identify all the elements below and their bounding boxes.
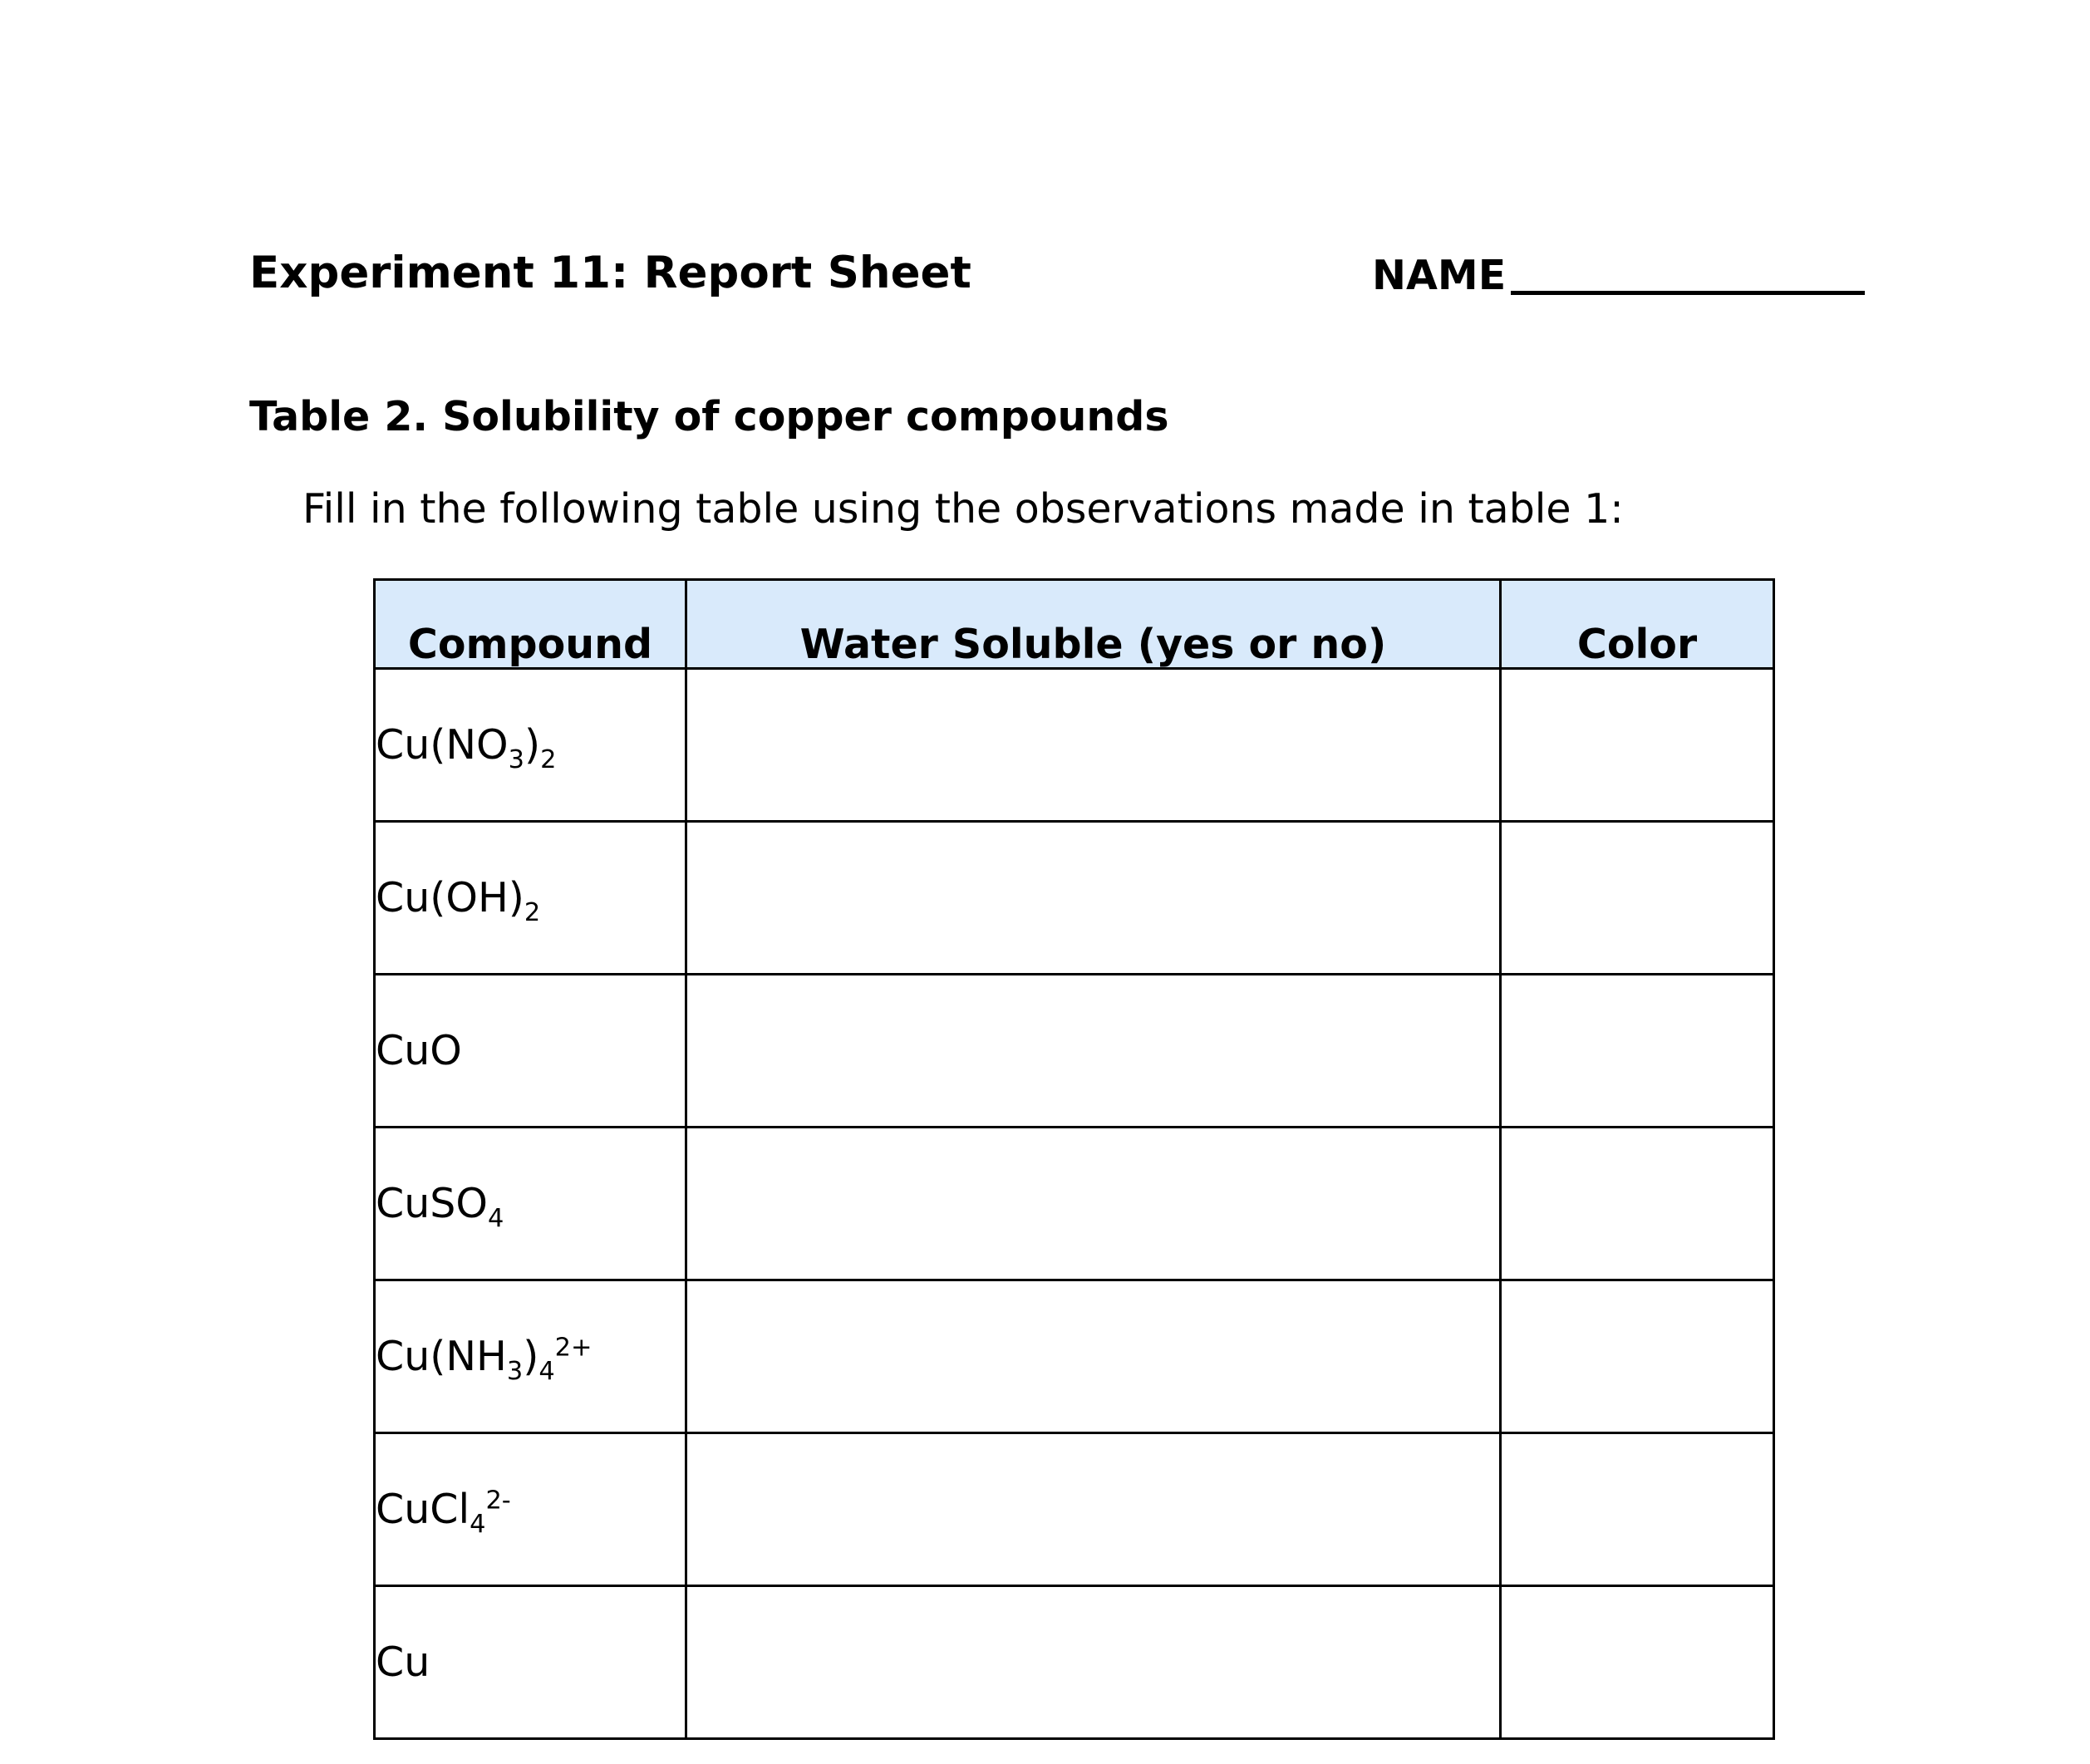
instructions: Fill in the following table using the observations made in table 1: — [302, 485, 1624, 533]
formula-superscript: 2+ — [554, 1333, 593, 1363]
name-field[interactable] — [1511, 291, 1865, 295]
compound-cell — [375, 1433, 686, 1586]
table-row — [375, 975, 1774, 1128]
formula-text: ) — [523, 1333, 539, 1380]
formula-subscript: 4 — [538, 1356, 555, 1386]
formula-subscript: 2 — [524, 897, 541, 927]
water-soluble-cell[interactable] — [686, 1280, 1501, 1433]
formula-text: CuSO — [376, 1180, 488, 1227]
color-cell[interactable] — [1501, 1280, 1774, 1433]
formula-subscript: 2 — [540, 744, 557, 774]
compound-cell — [375, 669, 686, 822]
table-header-row — [375, 580, 1774, 669]
formula-text: Cu — [376, 1639, 430, 1686]
compound-cell — [375, 1128, 686, 1280]
page-title: Experiment 11: Report Sheet — [249, 248, 971, 298]
table-row — [375, 1128, 1774, 1280]
formula-subscript: 3 — [508, 744, 524, 774]
formula-text: ) — [524, 721, 541, 769]
formula-text: CuCl — [376, 1486, 470, 1533]
water-soluble-cell[interactable] — [686, 1128, 1501, 1280]
formula-text: CuO — [376, 1027, 462, 1074]
water-soluble-cell[interactable] — [686, 1586, 1501, 1739]
color-cell[interactable] — [1501, 1433, 1774, 1586]
water-soluble-cell[interactable] — [686, 669, 1501, 822]
formula-superscript: 2- — [485, 1486, 511, 1516]
compound-cell — [375, 822, 686, 975]
table-row — [375, 1280, 1774, 1433]
formula-text: Cu(NH — [376, 1333, 507, 1380]
water-soluble-cell[interactable] — [686, 1433, 1501, 1586]
column-header-water-soluble: Water Soluble (yes or no) — [686, 580, 1501, 669]
table-title: Table 2. Solubility of copper compounds — [249, 393, 1169, 440]
color-cell[interactable] — [1501, 822, 1774, 975]
formula-text: Cu(OH) — [376, 874, 524, 921]
water-soluble-cell[interactable] — [686, 822, 1501, 975]
compound-cell — [375, 1586, 686, 1739]
table-row — [375, 669, 1774, 822]
formula-subscript: 4 — [470, 1509, 486, 1539]
table-row — [375, 822, 1774, 975]
formula-subscript: 4 — [487, 1203, 504, 1233]
color-cell[interactable] — [1501, 975, 1774, 1128]
column-header-compound: Compound — [375, 580, 686, 669]
compound-cell — [375, 1280, 686, 1433]
name-label: NAME — [1372, 252, 1507, 299]
water-soluble-cell[interactable] — [686, 975, 1501, 1128]
formula-text: Cu(NO — [376, 721, 509, 769]
solubility-table — [373, 578, 1775, 1740]
color-cell[interactable] — [1501, 669, 1774, 822]
color-cell[interactable] — [1501, 1128, 1774, 1280]
formula-subscript: 3 — [506, 1356, 524, 1386]
table-row — [375, 1586, 1774, 1739]
compound-cell — [375, 975, 686, 1128]
color-cell[interactable] — [1501, 1586, 1774, 1739]
column-header-color: Color — [1501, 580, 1774, 669]
table-row — [375, 1433, 1774, 1586]
